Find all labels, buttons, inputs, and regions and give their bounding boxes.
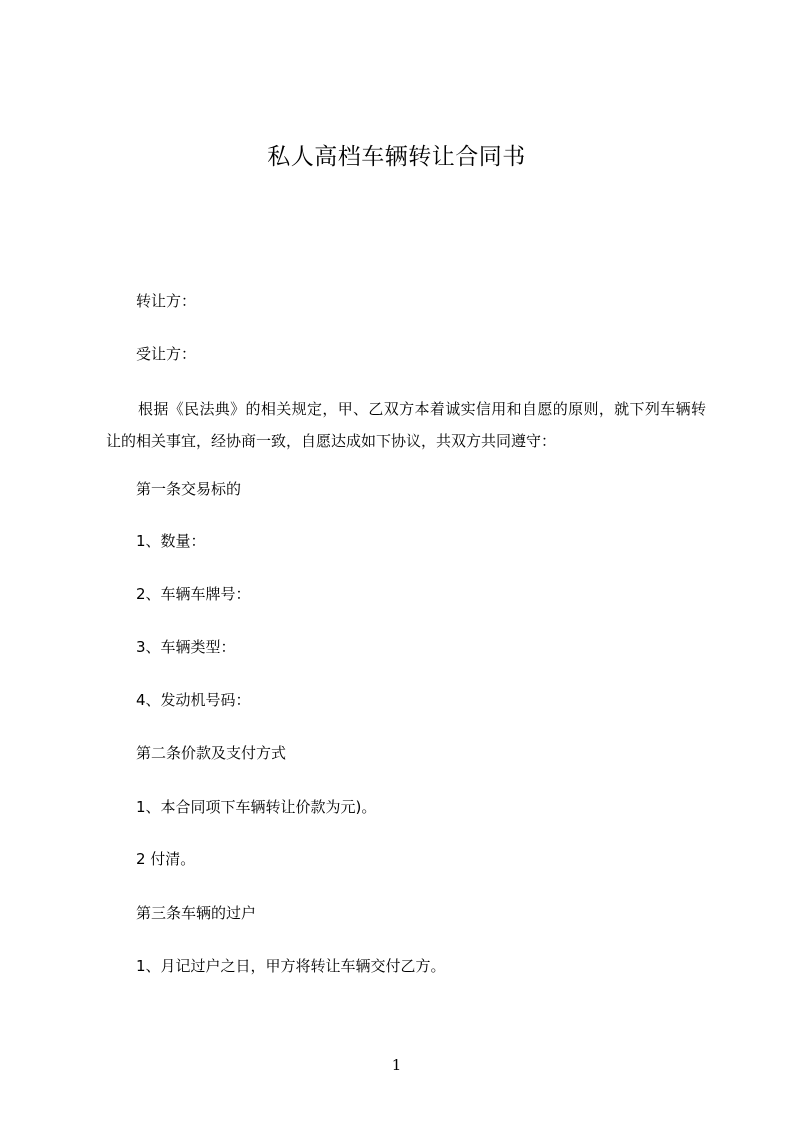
article1-item-plate: 2、车辆车牌号： — [136, 585, 251, 603]
article3-item-transfer: 1、月记过户之日，甲方将转让车辆交付乙方。 — [136, 957, 446, 975]
article1-heading: 第一条交易标的 — [136, 480, 242, 498]
article2-item-payment: 2 付清。 — [136, 850, 196, 868]
article2-heading: 第二条价款及支付方式 — [136, 744, 287, 762]
article2-item-price: 1、本合同项下车辆转让价款为元)。 — [136, 798, 377, 816]
transferor-label: 转让方： — [136, 292, 197, 310]
page-number: 1 — [391, 1056, 402, 1074]
article1-item-engine: 4、发动机号码： — [136, 691, 251, 709]
article3-heading: 第三条车辆的过户 — [136, 904, 257, 922]
transferee-label: 受让方： — [136, 345, 197, 363]
article1-item-type: 3、车辆类型： — [136, 638, 236, 656]
document-title: 私人高档车辆转让合同书 — [267, 144, 526, 170]
article1-item-quantity: 1、数量： — [136, 532, 206, 550]
preamble-paragraph: 根据《民法典》的相关规定，甲、乙双方本着诚实信用和自愿的原则，就下列车辆转让的相关事宜，经协商一致，自愿达成如下协议，共双方共同遵守： — [106, 400, 706, 450]
